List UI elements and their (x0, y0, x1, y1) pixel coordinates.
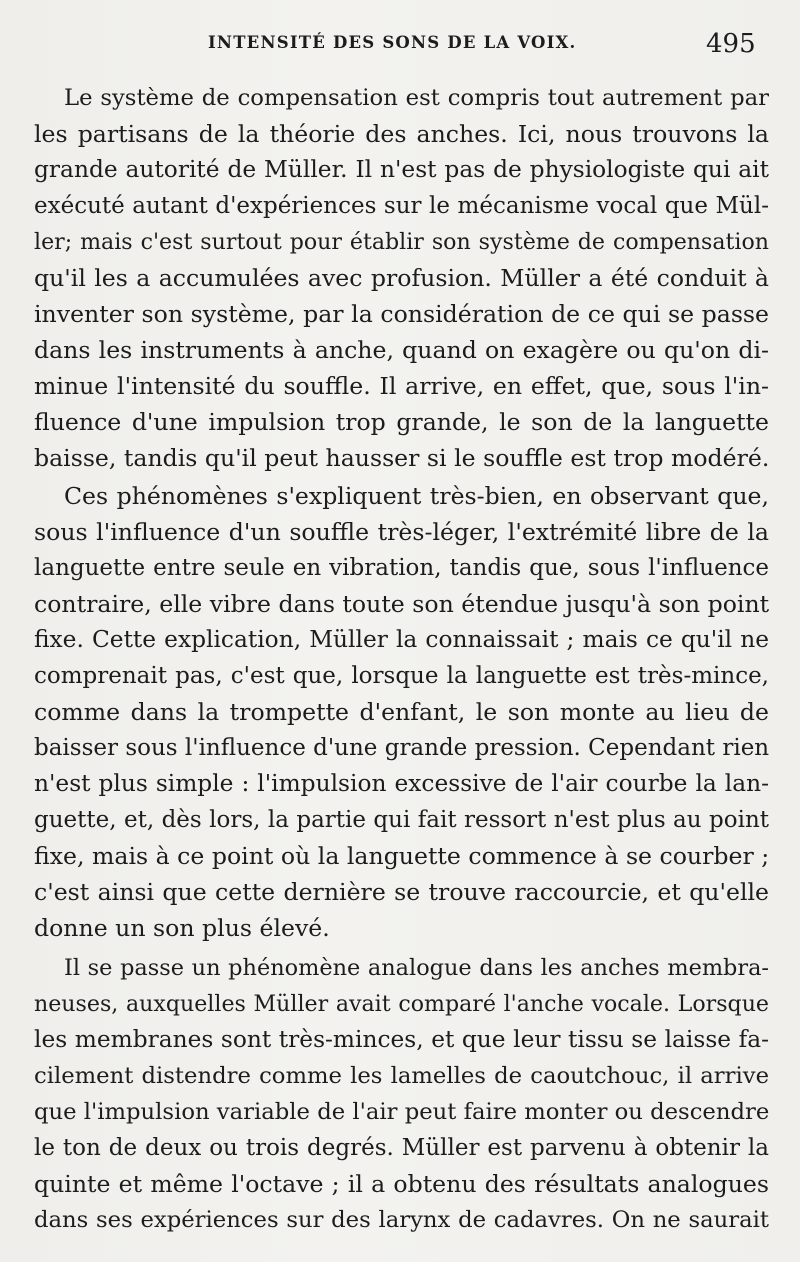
text-line: c'est ainsi que cette dernière se trouve raccourcie, et qu'elle (34, 878, 769, 906)
text-line: Ces phénomènes s'expliquent très-bien, en observant que, (64, 482, 769, 510)
running-head (0, 29, 800, 63)
text-line: qu'il les a accumulées avec profusion. Müller a été conduit à (34, 264, 769, 292)
text-line: ler; mais c'est surtout pour établir son système de compensation (34, 229, 769, 255)
text-line: dans ses expériences sur des larynx de cadavres. On ne saurait (34, 1207, 769, 1233)
text-line: Le système de compensation est compris tout autrement par (64, 85, 769, 111)
running-title: INTENSITÉ DES SONS DE LA VOIX. (208, 33, 577, 52)
text-line: les membranes sont très-minces, et que leur tissu se laisse fa- (34, 1026, 769, 1053)
text-line: contraire, elle vibre dans toute son étendue jusqu'à son point (34, 590, 770, 618)
text-line: guette, et, dès lors, la partie qui fait ressort n'est plus au point (34, 807, 769, 833)
text-line: quinte et même l'octave ; il a obtenu des résultats analogues (34, 1170, 769, 1198)
text-line: dans les instruments à anche, quand on exagère ou qu'on di- (34, 336, 769, 364)
text-line: inventer son système, par la considération de ce qui se passe (34, 300, 769, 328)
text-line: languette entre seule en vibration, tandis que, sous l'influence (34, 555, 769, 581)
text-line: fixe, mais à ce point où la languette commence à se courber ; (34, 842, 770, 870)
text-line: grande autorité de Müller. Il n'est pas de physiologiste qui ait (34, 156, 769, 183)
text-line: sous l'influence d'un souffle très-léger, l'extrémité libre de la (34, 518, 769, 546)
text-line: comme dans la trompette d'enfant, le son monte au lieu de (34, 698, 769, 726)
text-line: fixe. Cette explication, Müller la connaissait ; mais ce qu'il ne (34, 626, 769, 653)
page-number: 495 (706, 29, 756, 59)
text-line: Il se passe un phénomène analogue dans les anches membra- (64, 955, 769, 981)
text-line: que l'impulsion variable de l'air peut faire monter ou descendre (34, 1099, 770, 1125)
text-line: fluence d'une impulsion trop grande, le son de la languette (34, 408, 769, 436)
text-line: cilement distendre comme les lamelles de caoutchouc, il arrive (34, 1063, 769, 1089)
text-line: neuses, auxquelles Müller avait comparé l'anche vocale. Lorsque (34, 991, 769, 1017)
text-line: baisser sous l'influence d'une grande pression. Cependant rien (34, 735, 770, 761)
text-line: donne un son plus élevé. (34, 914, 330, 942)
text-line: les partisans de la théorie des anches. Ici, nous trouvons la (34, 120, 769, 148)
text-line: baisse, tandis qu'il peut hausser si le souffle est trop modéré. (34, 444, 770, 472)
text-line: minue l'intensité du souffle. Il arrive, en effet, que, sous l'in- (34, 372, 769, 400)
text-line: n'est plus simple : l'impulsion excessive de l'air courbe la lan- (34, 770, 769, 797)
text-line: comprenait pas, c'est que, lorsque la languette est très-mince, (34, 663, 769, 689)
text-line: exécuté autant d'expériences sur le mécanisme vocal que Mül- (34, 193, 769, 219)
text-line: le ton de deux ou trois degrés. Müller est parvenu à obtenir la (34, 1135, 769, 1161)
